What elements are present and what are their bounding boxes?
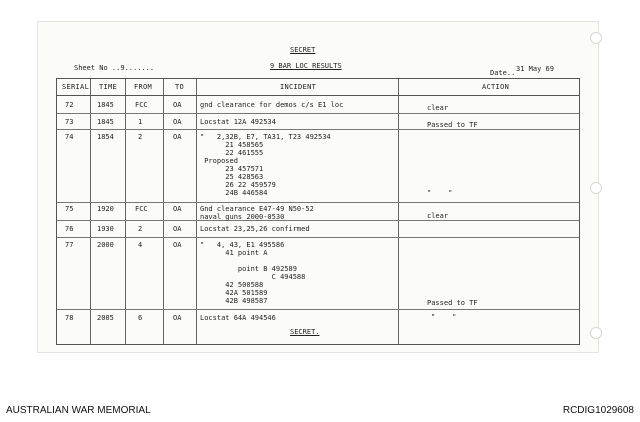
row-77-to: OA xyxy=(173,241,182,249)
column-header-serial: SERIAL xyxy=(62,83,90,91)
row-76-incident: Locstat 23,25,26 confirmed xyxy=(200,225,310,233)
row-73-time: 1845 xyxy=(97,118,114,126)
row-73-from: 1 xyxy=(138,118,143,126)
unit-title: 9 BAR LOC RESULTS xyxy=(270,62,342,70)
column-header-incident: INCIDENT xyxy=(280,83,317,91)
row-72-time: 1845 xyxy=(97,101,114,109)
row-73-serial: 73 xyxy=(65,118,74,126)
row-78-to: OA xyxy=(173,314,182,322)
row-78-action: " " xyxy=(431,313,457,321)
row-74-from: 2 xyxy=(138,133,143,141)
row-73-incident: Locstat 12A 492534 xyxy=(200,118,276,126)
row-76-serial: 76 xyxy=(65,225,74,233)
column-header-to: TO xyxy=(175,83,185,91)
row-75-action: clear xyxy=(427,212,449,220)
sheet-number: Sheet No ..9....... xyxy=(74,64,155,72)
footer-institution: AUSTRALIAN WAR MEMORIAL xyxy=(6,405,151,416)
row-72-to: OA xyxy=(173,101,182,109)
classification-top: SECRET xyxy=(290,46,316,54)
row-78-incident: Locstat 64A 494546 xyxy=(200,314,276,322)
row-77-action: Passed to TF xyxy=(427,299,478,307)
row-76-to: OA xyxy=(173,225,182,233)
row-73-action: Passed to TF xyxy=(427,121,478,129)
row-75-from: FCC xyxy=(135,205,148,213)
row-74-incident: " 2,32B, E7, TA31, T23 492534 21 458565 22 461555 Proposed 23 457571 25 428563 26 22 459579 24B 446584 xyxy=(200,133,331,197)
row-74-time: 1854 xyxy=(97,133,114,141)
row-75-incident: Gnd clearance E47-49 N50-52 naval guns 2000-0530 xyxy=(200,205,314,221)
row-77-serial: 77 xyxy=(65,241,74,249)
date-value: 31 May 69 xyxy=(516,65,554,73)
row-74-serial: 74 xyxy=(65,133,74,141)
row-76-from: 2 xyxy=(138,225,143,233)
column-header-action: ACTION xyxy=(482,83,510,91)
column-header-time: TIME xyxy=(99,83,118,91)
row-78-time: 2005 xyxy=(97,314,114,322)
row-72-action: clear xyxy=(427,104,449,112)
row-72-incident: gnd clearance for demos c/s E1 loc xyxy=(200,101,344,109)
log-table xyxy=(56,78,580,345)
date-label: Date.. xyxy=(490,69,516,77)
row-77-time: 2000 xyxy=(97,241,114,249)
row-75-to: OA xyxy=(173,205,182,213)
punch-hole xyxy=(590,327,602,339)
row-74-to: OA xyxy=(173,133,182,141)
row-77-from: 4 xyxy=(138,241,143,249)
punch-hole xyxy=(590,32,602,44)
row-74-action: " " xyxy=(427,189,453,197)
classification-bottom: SECRET. xyxy=(290,328,320,336)
row-72-from: FCC xyxy=(135,101,148,109)
row-72-serial: 72 xyxy=(65,101,74,109)
document-page xyxy=(38,22,598,352)
punch-hole xyxy=(590,182,602,194)
row-76-time: 1930 xyxy=(97,225,114,233)
row-75-time: 1920 xyxy=(97,205,114,213)
row-78-from: 6 xyxy=(138,314,143,322)
row-78-serial: 78 xyxy=(65,314,74,322)
footer-record-id: RCDIG1029608 xyxy=(562,405,634,416)
row-73-to: OA xyxy=(173,118,182,126)
row-75-serial: 75 xyxy=(65,205,74,213)
column-header-from: FROM xyxy=(134,83,153,91)
row-77-incident: " 4, 43, E1 495586 41 point A point B 492589 C 494588 42 500588 42A 501589 42B 498587 xyxy=(200,241,306,305)
